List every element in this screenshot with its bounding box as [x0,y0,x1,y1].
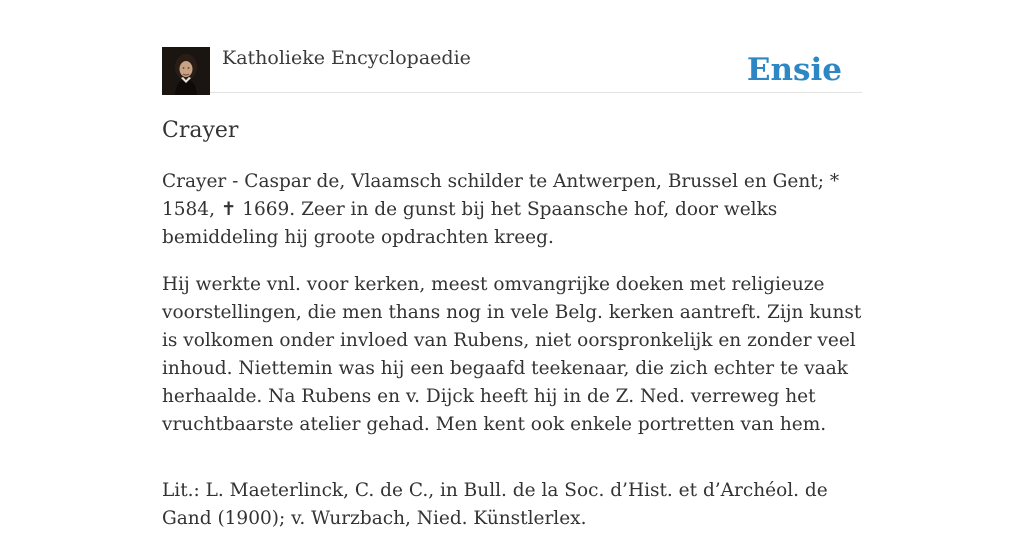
article-body [162,168,862,552]
site-header [162,46,862,93]
article-title: Crayer [162,118,239,143]
article-paragraph-work: Hij werkte vnl. voor kerken, meest omvangrijke doeken met religieuze voorstellingen, die men thans nog in vele Belg. kerken aantreft. Zijn kunst is volkomen onder invloed van Rubens, niet oorspronkelijk en zonder veel inhoud. Niettemin was hij een begaafd teekenaar, die zich echter te vaak herhaalde. Na Rubens en v. Dijck heeft hij in de Z. Ned. verreweg het vruchtbaarste atelier gehad. Men kent ook enkele portretten van hem. [162,274,862,435]
portrait-avatar-svg [162,47,210,95]
portrait-avatar-icon[interactable] [162,47,210,95]
article-paragraph-literature: Lit.: L. Maeterlinck, C. de C., in Bull. de la Soc. d’Hist. et d’Archéol. de Gand (1900); v. Wurzbach, Nied. Künstlerlex. [162,480,828,529]
ensie-logo-link[interactable]: Ensie [746,52,842,88]
source-name[interactable]: Katholieke Encyclopaedie [222,47,471,69]
article-paragraph-intro: Crayer - Caspar de, Vlaamsch schilder te Antwerpen, Brussel en Gent; * 1584, ✝ 1669. Zeer in de gunst bij het Spaansche hof, door welks bemiddeling hij groote opdrachten kreeg. [162,171,840,248]
